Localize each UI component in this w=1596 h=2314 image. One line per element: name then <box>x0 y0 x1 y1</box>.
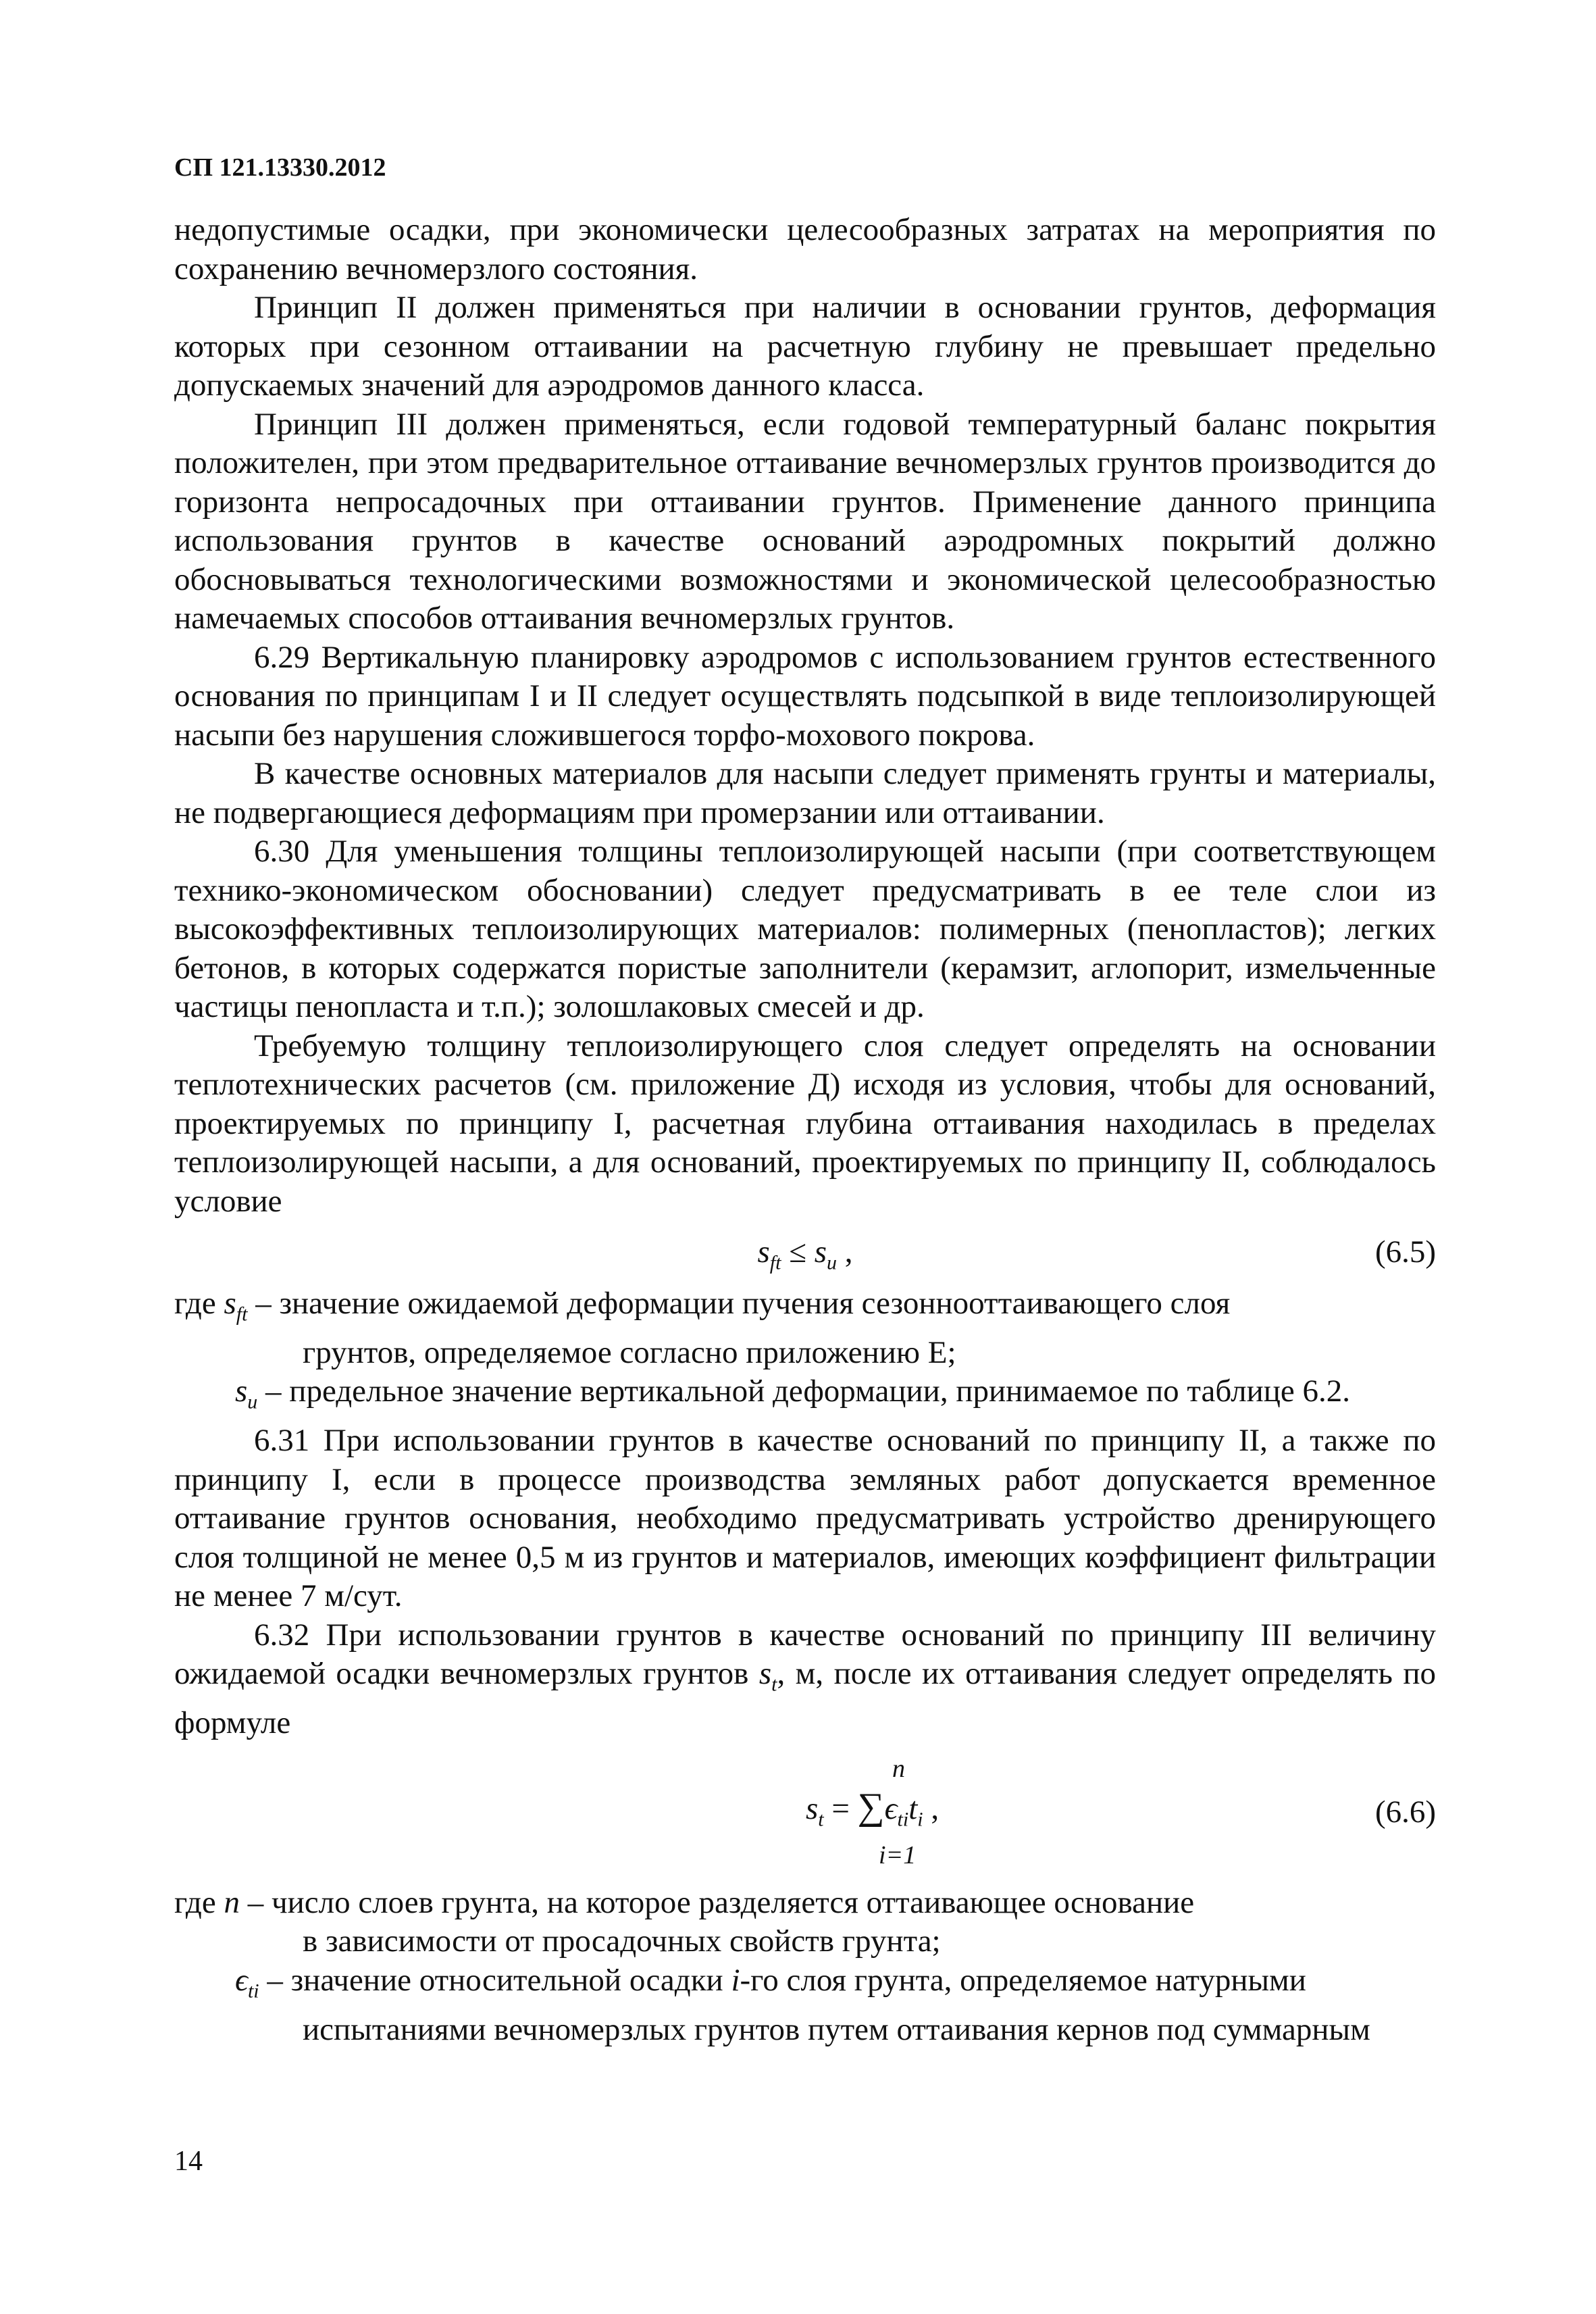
paragraph-6-32: 6.32 При использовании грунтов в качестве оснований по принципу III величину ожидаемой осадки вечномерзлых грунтов $s_t$, м, после их оттаивания следует определять по формуле <box>174 1617 1436 1741</box>
formula-6-6 <box>174 1750 1436 1878</box>
paragraph-6-30: 6.30 Для уменьшения толщины теплоизолирующей насыпи (при соответствующем технико-экономическом обосновании) следует предусматривать в ее теле слои из высокоэффективных теплоизолирующих материалов: полимерных (пенопластов); легких бетонов, в которых содержатся пористые заполнители (керамзит, аглопорит, измельченные частицы пенопласта и т.п.); золошлаковых смесей и др. <box>174 834 1436 1024</box>
paragraph: Принцип III должен применяться, если годовой температурный баланс покрытия положителен, при этом предварительное оттаивание вечномерзлых грунтов производится до горизонта непросадочных при оттаивании грунтов. Применение данного принципа использования грунтов в качестве оснований аэродромных покрытий должно обосновываться технологическими возможностями и экономической целесообразностью намечаемых способов оттаивания вечномерзлых грунтов. <box>174 406 1436 636</box>
definition-n: где n – число слоев грунта, на которое разделяется оттаивающее основание в зависимости от просадочных свойств грунта; <box>174 1884 1195 1959</box>
page-number: 14 <box>174 2146 203 2177</box>
formula-6-5 <box>174 1228 1436 1279</box>
definition-su: $s_u$ – предельное значение вертикальной деформации, принимаемое по таблице 6.2. <box>235 1374 1350 1413</box>
paragraph: недопустимые осадки, при экономически целесообразных затратах на мероприятия по сохранению вечномерзлого состояния. <box>174 212 1436 286</box>
paragraph-6-31: 6.31 При использовании грунтов в качестве оснований по принципу II, а также по принципу I, если в процессе производства земляных работ допускается временное оттаивание грунтов основания, необходимо предусматривать устройство дренирующего слоя толщиной не менее 0,5 м из грунтов и материалов, имеющих коэффициент фильтрации не менее 7 м/сут. <box>174 1423 1436 1614</box>
paragraph: Требуемую толщину теплоизолирующего слоя следует определять на основании теплотехнических расчетов (см. приложение Д) исходя из условия, чтобы для оснований, проектируемых по принципу I, расчетная глубина оттаивания находилась в пределах теплоизолирующей насыпи, а для оснований, проектируемых по принципу II, соблюдалось условие <box>174 1028 1436 1219</box>
formula-number: (6.5) <box>1374 1234 1436 1269</box>
definition-eti: $\epsilon_{ti}$ – значение относительной осадки i-го слоя грунта, определяемое натурными испытаниями вечномерзлых грунтов путем оттаивания кернов под суммарным <box>235 1962 1370 2047</box>
formula-expression: $s_{ft} \le s_u$ , <box>757 1234 853 1274</box>
definition-sft: где $s_{ft}$ – значение ожидаемой деформации пучения сезоннооттаивающего слоя грунтов, определяемое согласно приложению Е; <box>174 1286 1231 1370</box>
body-text <box>174 211 1436 2049</box>
formula-number: (6.6) <box>1374 1794 1436 1830</box>
document-code: СП 121.13330.2012 <box>174 153 386 182</box>
formula-expression: n $s_t = \sum\epsilon_{ti}t_i$ , i=1 <box>806 1754 939 1869</box>
paragraph: В качестве основных материалов для насыпи следует применять грунты и материалы, не подвергающиеся деформациям при промерзании или оттаивании. <box>174 756 1436 830</box>
paragraph-6-29: 6.29 Вертикальную планировку аэродромов с использованием грунтов естественного основания по принципам I и II следует осуществлять подсыпкой в виде теплоизолирующей насыпи без нарушения сложившегося торфо-мохового покрова. <box>174 639 1436 753</box>
paragraph: Принцип II должен применяться при наличии в основании грунтов, деформация которых при сезонном оттаивании на расчетную глубину не превышает предельно допускаемых значений для аэродромов данного класса. <box>174 290 1436 403</box>
